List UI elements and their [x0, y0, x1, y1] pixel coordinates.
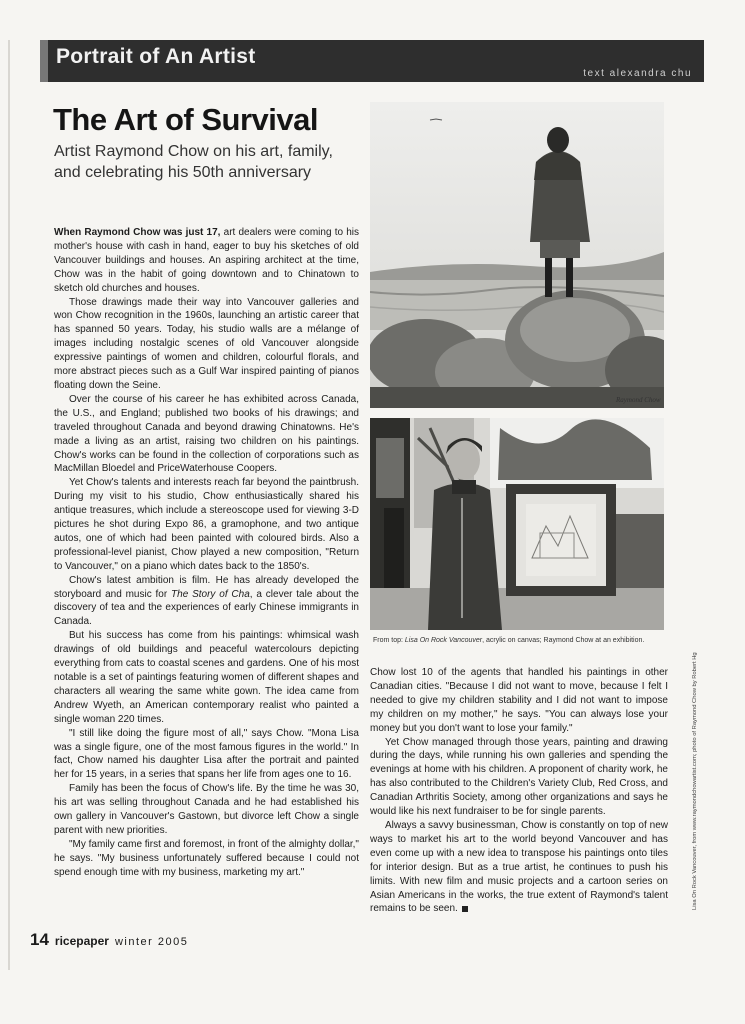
paragraph: Always a savvy businessman, Chow is constantly on top of new ways to market his art to the world beyond Vancouver and has even come up with a new idea to transpose his paintings onto tiles for interior design. But as a true artist, he continues to push his limits. With new film and music projects and a cartoon series on Asian Americans in the works, the true extent of Raymond's talent remains to be seen. [370, 819, 668, 915]
photo-credit: Lisa On Rock Vancouver, from www.raymondchowartist.com; photo of Raymond Chow by Robert Hg [692, 652, 698, 910]
paragraph: Chow's latest ambition is film. He has already developed the storyboard and music for The Story of Cha, a clever tale about the discovery of tea and the experiences of early Chinese immigrants in Canada. [54, 574, 359, 628]
paragraph: But his success has come from his paintings: whimsical wash drawings of old buildings and peaceful watercolours depicting everything from cats to coastal scenes and gardens. One of his most notable is a set of paintings featuring women of different shapes and characters all wearing the same white gown. The idea came from Andrew Wyeth, an American contemporary realist who painted a single woman 220 times. [54, 630, 359, 725]
exhibition-photo-image [370, 418, 664, 630]
paragraph: Over the course of his career he has exhibited across Canada, the U.S., and England; published two books of his drawings; and traveled throughout Canada and beyond drawing Chinatowns. He's made a living as an artist, raising two children on his paintings. Chow's works can be found in the collection of corporations such as MacMillan Bloedel and PriceWaterhouse Coopers. [54, 393, 359, 475]
paragraph: When Raymond Chow was just 17, art dealers were coming to his mother's house with cash in hand, eager to buy his sketches of old Vancouver buildings and houses. An aspiring architect at the time, Chow was in the habit of going downtown and to Chinatown to sketch old churches and houses. [54, 227, 360, 294]
photo-artist-at-exhibition [370, 418, 664, 630]
end-mark-icon [462, 906, 468, 912]
byline: text alexandra chu [583, 68, 692, 79]
paragraph: Chow lost 10 of the agents that handled his paintings in other Canadian cities. "Because I did not want to move, because I felt I needed to give my children stability and I did not want to impose my children on my mother," he says. "You can always lose your money but you don't want to lose your family." [370, 667, 668, 734]
paragraph: "I still like doing the figure most of all," says Chow. "Mona Lisa was a single figure, one of the most famous figures in the world." In fact, Chow named his daughter Lisa after the portrait and painted her for 15 years, in a series that spans her life from ages one to 16. [54, 727, 359, 781]
paragraph: Those drawings made their way into Vancouver galleries and won Chow recognition in the 1960s, launching an artistic career that has spanned 50 years. Today, his studio walls are a mélange of images including nostalgic scenes of old Vancouver alongside expressive paintings of women and children, colourful florals, and more abstract pieces such as a Gulf War inspired painting of pianos floating down the Seine. [54, 296, 359, 391]
paragraph: Yet Chow managed through those years, painting and drawing during the days, while running his own galleries and spending the evenings at home with his children. A proponent of charity work, he has also contributed to the Children's Variety Club, Red Cross, and Canadian Arthritis Society, among other organizations and says he would like his next fundraiser to be for single parents. [370, 736, 668, 818]
svg-text:Raymond Chow: Raymond Chow [616, 396, 661, 404]
photo-caption: From top: Lisa On Rock Vancouver, acrylic on canvas; Raymond Chow at an exhibition. [373, 637, 645, 644]
section-banner [40, 40, 704, 82]
page-number: 14 [30, 930, 49, 949]
article-headline: The Art of Survival [53, 102, 318, 137]
paragraph: Yet Chow's talents and interests reach far beyond the paintbrush. During my visit to his studio, Chow enthusiastically shared his antique treasures, which include a stereoscope used for viewing 3-D pictures he shot during Expo 86, a gramophone, and two antique autos, one of which had been painted with coloured birds. Also a professional-level pianist, Chow played a new composition, "Return to Vancouver," on a piano which dates back to the 1850's. [54, 477, 359, 572]
paragraph: Family has been the focus of Chow's life. By the time he was 30, his art was selling throughout Canada and he had established his own gallery in Vancouver's Gastown, but divorce left Chow a single parent with new priorities. [54, 783, 359, 836]
article-column-right [370, 666, 668, 916]
lead-in: When Raymond Chow was just 17, [54, 227, 221, 238]
painting-image [370, 102, 664, 408]
article-subhead: Artist Raymond Chow on his art, family, and celebrating his 50th anniversary [54, 143, 333, 181]
scan-edge [8, 40, 10, 970]
paragraph: "My family came first and foremost, in front of the almighty dollar," he says. "My business unfortunately suffered because I could not spend enough time with my business, marketing my art." [54, 838, 359, 878]
painting-lisa-on-rock [370, 102, 664, 408]
film-title: The Story of Cha [171, 588, 250, 600]
section-title: Portrait of An Artist [56, 45, 256, 68]
banner-tab [40, 40, 48, 82]
page-footer [30, 930, 188, 950]
magazine-name: ricepaper [54, 934, 109, 948]
article-column-left [54, 226, 359, 880]
issue-label: winter 2005 [114, 936, 189, 948]
